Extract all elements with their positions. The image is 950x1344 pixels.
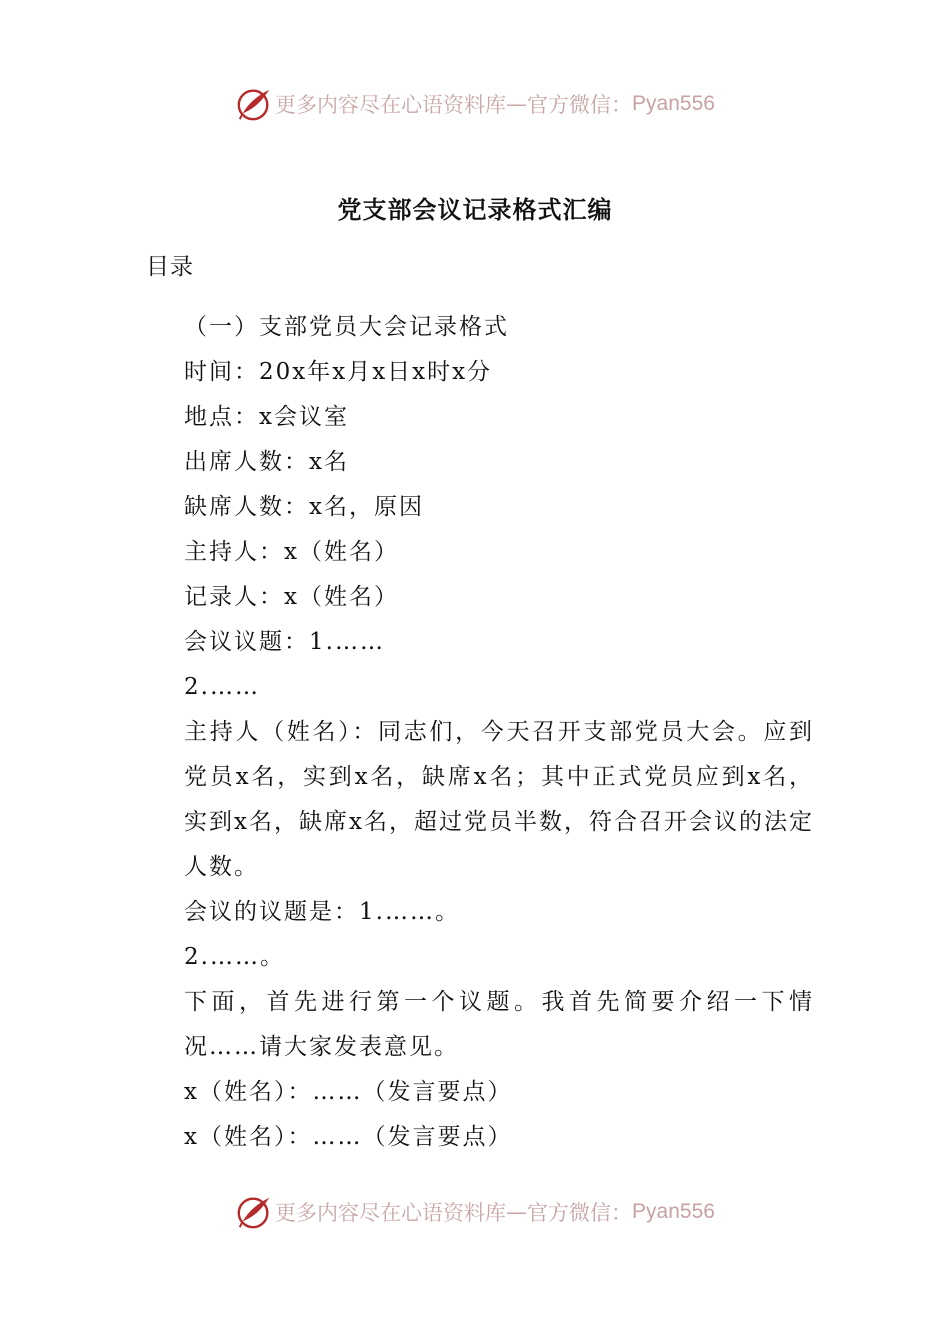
speaker-line: x（姓名）：……（发言要点） xyxy=(184,1079,513,1105)
footer-banner xyxy=(0,1190,950,1234)
banner-main-text: 更多内容尽在心语资料库 xyxy=(275,1201,507,1225)
meeting-location: 地点：x会议室 xyxy=(184,404,349,430)
banner-wechat-label: 官方微信： xyxy=(527,93,633,117)
banner-wechat-id: Pyan556 xyxy=(632,92,715,115)
absence-count: 缺席人数：x名，原因 xyxy=(184,494,424,520)
recorder: 记录人：x（姓名） xyxy=(184,584,399,610)
host: 主持人：x（姓名） xyxy=(184,539,399,565)
toc-label: 目录 xyxy=(146,254,194,280)
agenda-item-1: 会议议题：1.…… xyxy=(184,629,385,655)
speaker-line: x（姓名）：……（发言要点） xyxy=(184,1124,513,1150)
meeting-time: 时间：20x年x月x日x时x分 xyxy=(184,359,493,385)
header-banner xyxy=(0,82,950,126)
banner-wechat-id: Pyan556 xyxy=(632,1200,715,1223)
document-title: 党支部会议记录格式汇编 xyxy=(337,195,613,224)
host-opening-paragraph: 主持人（姓名）：同志们，今天召开支部党员大会。应到党员x名，实到x名，缺席x名；其中正式党员应到x名，实到x名，缺席x名，超过党员半数，符合召开会议的法定人数。 xyxy=(184,719,814,880)
feather-quill-icon xyxy=(235,1193,273,1231)
section-heading: （一）支部党员大会记录格式 xyxy=(184,314,509,340)
agenda-item-2: 2.…… xyxy=(184,674,260,700)
feather-quill-icon xyxy=(235,85,273,123)
agenda-statement-1: 会议的议题是：1.……。 xyxy=(184,899,460,925)
banner-dash: — xyxy=(506,92,528,116)
first-topic-paragraph: 下面，首先进行第一个议题。我首先简要介绍一下情况……请大家发表意见。 xyxy=(184,989,814,1060)
attendance-count: 出席人数：x名 xyxy=(184,449,349,475)
banner-dash: — xyxy=(506,1200,528,1224)
document-body xyxy=(146,305,814,1160)
banner-main-text: 更多内容尽在心语资料库 xyxy=(275,93,507,117)
agenda-statement-2: 2.……。 xyxy=(184,944,285,970)
banner-wechat-label: 官方微信： xyxy=(527,1201,633,1225)
